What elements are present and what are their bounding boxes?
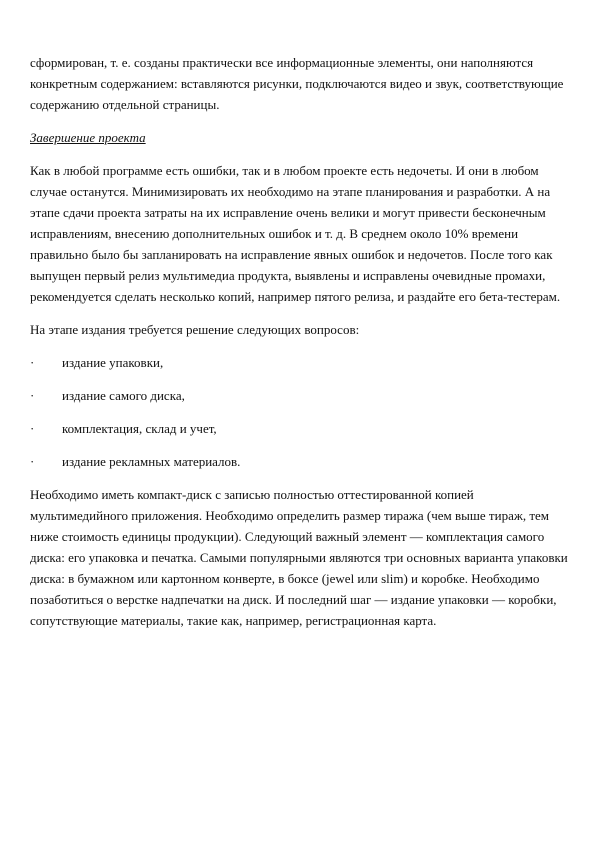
list-item-text: издание рекламных материалов. xyxy=(62,454,241,469)
paragraph-intro: сформирован, т. е. созданы практически все информационные элементы, они наполняются конкретным содержанием: вставляются рисунки, подключаются видео и звук, соответствующие содержанию отдельной страницы. xyxy=(30,55,564,112)
publishing-list xyxy=(30,352,570,472)
list-item xyxy=(30,451,570,472)
paragraph-disc-packaging: Необходимо иметь компакт-диск с записью полностью оттестированной копией мультимедийного приложения. Необходимо определить размер тиража (чем выше тираж, тем ниже стоимость единицы продукции). Следующий важный элемент — комплектация самого диска: его упаковка и печатка. Самыми популярными являются три основных варианта упаковки диска: в бумажном или картонном конверте, в боксе (jewel или slim) и коробке. Необходимо позаботиться о верстке надпечатки на диск. И последний шаг — издание упаковки — коробки, сопутствующие материалы, такие как, например, регистрационная карта. xyxy=(30,487,568,628)
paragraph-publishing-intro: На этапе издания требуется решение следующих вопросов: xyxy=(30,322,360,337)
bullet-icon: · xyxy=(30,388,35,403)
list-item xyxy=(30,418,570,439)
document-page xyxy=(30,52,570,643)
paragraph-errors: Как в любой программе есть ошибки, так и в любом проекте есть недочеты. И они в любом случае останутся. Минимизировать их необходимо на этапе планирования и разработки. А на этапе сдачи проекта затраты на их исправление очень велики и могут привести бесконечным исправлениям, внесению дополнительных ошибок и т. д. В среднем около 10% времени правильно было бы запланировать на исправление явных ошибок и недочетов. После того как выпущен первый релиз мультимедиа продукта, выявлены и исправлены очевидные промахи, рекомендуется сделать несколько копий, например пятого релиза, и раздайте его бета-тестерам. xyxy=(30,163,561,304)
list-item-text: издание упаковки, xyxy=(62,355,164,370)
bullet-icon: · xyxy=(30,454,35,469)
list-item-text: комплектация, склад и учет, xyxy=(62,421,217,436)
list-item xyxy=(30,385,570,406)
list-item xyxy=(30,352,570,373)
list-item-text: издание самого диска, xyxy=(62,388,185,403)
bullet-icon: · xyxy=(30,421,35,436)
bullet-icon: · xyxy=(30,355,35,370)
section-heading: Завершение проекта xyxy=(30,130,146,145)
